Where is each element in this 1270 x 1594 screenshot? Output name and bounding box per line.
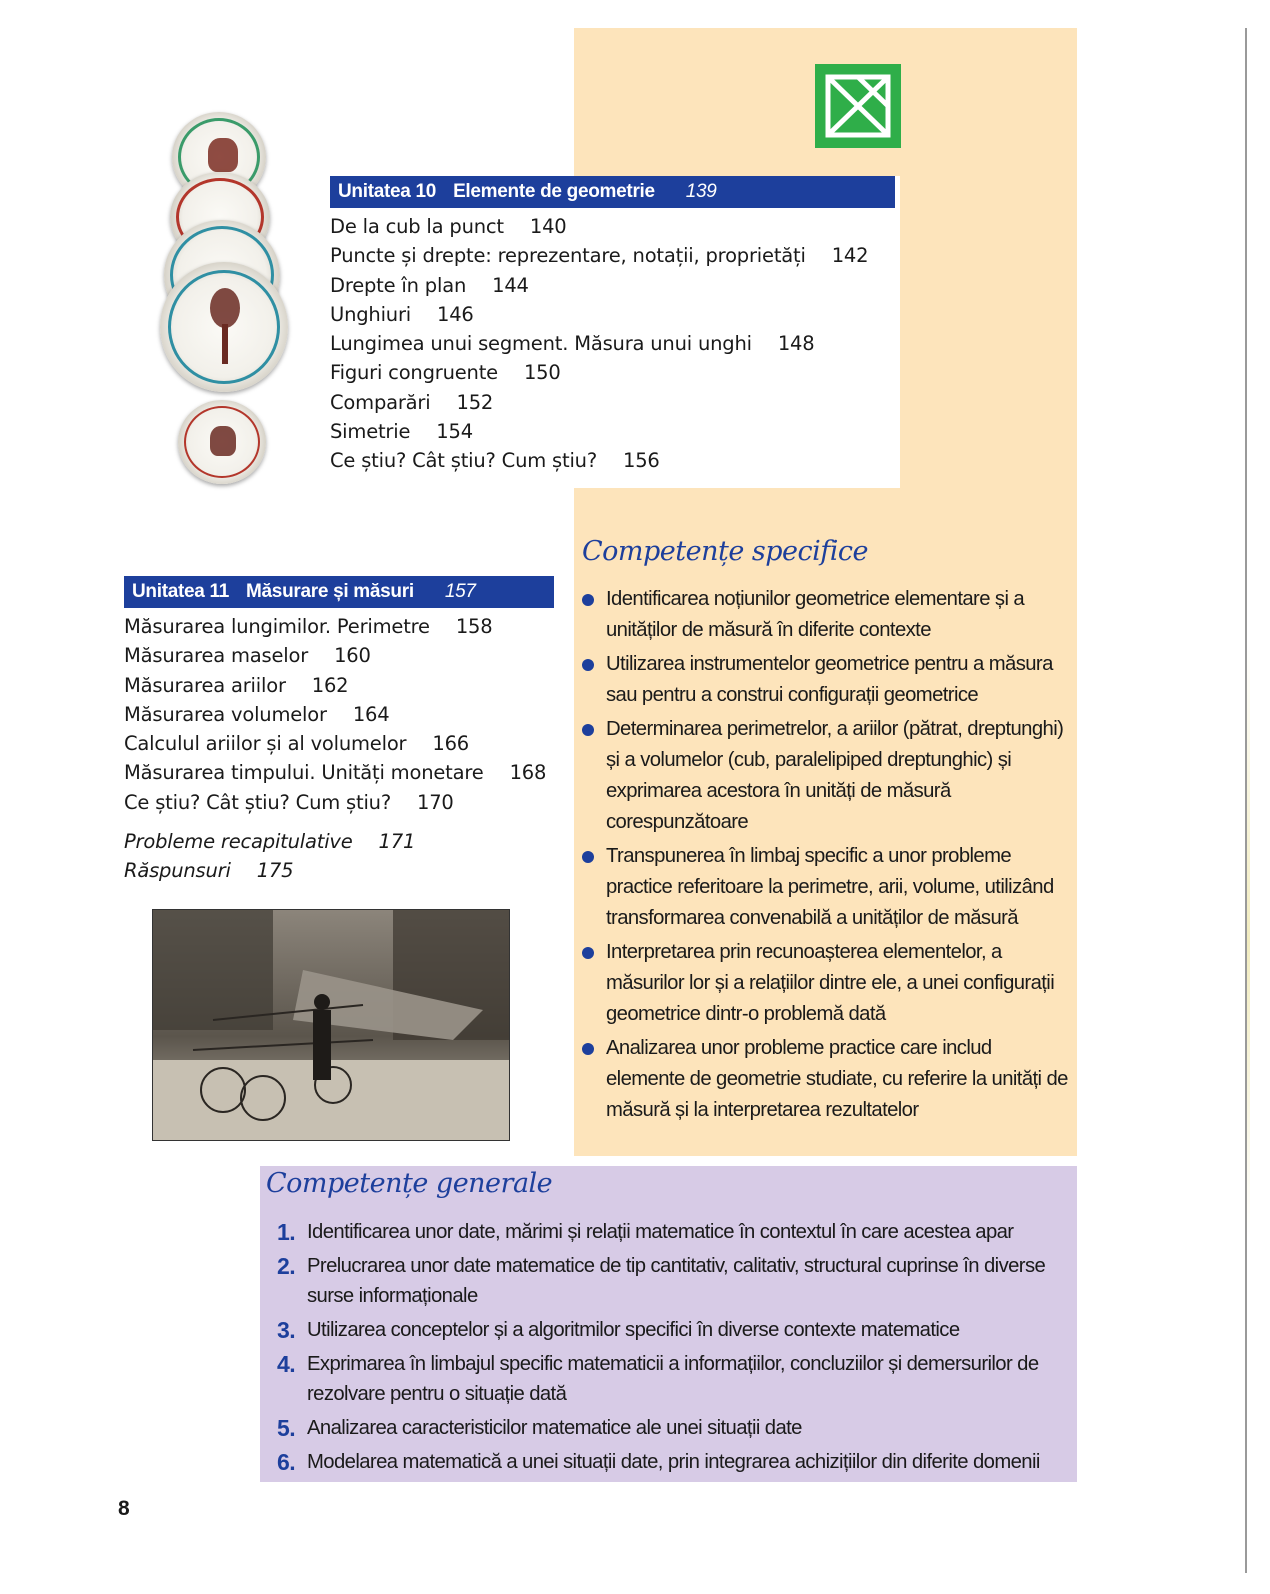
- unit10-toc: [330, 176, 900, 488]
- toc-entry-title: Puncte și drepte: reprezentare, notații, proprietăți: [330, 244, 806, 268]
- toc-entry-page: 166: [432, 732, 469, 756]
- general-competence-number: 5.: [277, 1415, 295, 1441]
- general-competence-text: Utilizarea conceptelor și a algoritmilor specifici în diverse contexte matematice: [307, 1319, 960, 1341]
- toc-entry: [124, 856, 554, 885]
- toc-entry-title: Măsurarea volumelor: [124, 702, 327, 726]
- general-competence-number: 4.: [277, 1351, 295, 1377]
- historic-aircraft-photo: [153, 910, 509, 1140]
- general-competence-number: 2.: [277, 1253, 295, 1279]
- specific-competence-item: [582, 937, 1074, 1030]
- toc-entry: [330, 300, 900, 329]
- toc-entry: [124, 612, 554, 641]
- toc-entry: [330, 271, 900, 300]
- specific-competence-item: [582, 584, 1074, 646]
- toc-entry-page: 154: [436, 420, 473, 444]
- specific-competence-text: Determinarea perimetrelor, a ariilor (pătrat, dreptunghi) și a volumelor (cub, paralelipiped dreptunghic) și exprimarea acestora în unități de măsură corespunzătoare: [606, 718, 1064, 833]
- bullet-icon: [582, 947, 594, 959]
- specific-competence-text: Analizarea unor probleme practice care includ elemente de geometrie studiate, cu referire la unități de măsură și la interpretarea rezultatelor: [606, 1037, 1068, 1121]
- general-competence-item: [277, 1413, 1067, 1443]
- toc-entry: [124, 758, 554, 787]
- general-competence-number: 6.: [277, 1449, 295, 1475]
- geometry-logo-icon: [815, 64, 901, 148]
- toc-entry-title: Măsurarea timpului. Unități monetare: [124, 761, 484, 785]
- toc-entry-title: Comparări: [330, 390, 431, 414]
- toc-entry-title: Ce știu? Cât știu? Cum știu?: [330, 449, 597, 473]
- toc-entry: [124, 729, 554, 758]
- toc-entry-title: Drepte în plan: [330, 273, 467, 297]
- toc-entry: [124, 641, 554, 670]
- toc-entry-title: Măsurarea ariilor: [124, 673, 286, 697]
- toc-entry-title: Răspunsuri: [124, 859, 231, 883]
- toc-entry-title: Unghiuri: [330, 302, 411, 326]
- general-competences-title: Competențe generale: [266, 1168, 553, 1199]
- general-competence-item: [277, 1315, 1067, 1345]
- toc-entry-title: Ce știu? Cât știu? Cum știu?: [124, 790, 391, 814]
- page-number: 8: [118, 1497, 130, 1520]
- toc-entry-page: 142: [831, 244, 869, 268]
- general-competence-item: [277, 1447, 1067, 1477]
- unit11-header: [124, 576, 554, 608]
- toc-entry: [330, 388, 900, 417]
- specific-competence-item: [582, 649, 1074, 711]
- toc-entry: [330, 446, 900, 475]
- toc-entry-page: 156: [622, 449, 660, 473]
- toc-entry-page: 144: [492, 273, 529, 297]
- toc-entry: [330, 417, 900, 446]
- decorative-plates-image: [160, 112, 288, 492]
- general-competence-text: Analizarea caracteristicilor matematice ale unei situații date: [307, 1417, 802, 1439]
- toc-entry-page: 171: [378, 830, 416, 854]
- toc-entry-title: De la cub la punct: [330, 215, 504, 238]
- unit11-lessons-list: [124, 612, 554, 817]
- general-competences-list: [277, 1217, 1067, 1481]
- specific-competence-text: Utilizarea instrumentelor geometrice pentru a măsura sau pentru a construi configurații geometrice: [606, 653, 1053, 706]
- toc-entry-title: Simetrie: [330, 420, 411, 444]
- unit11-toc: [124, 576, 554, 886]
- toc-entry: [124, 700, 554, 729]
- general-competence-text: Modelarea matematică a unei situații date, prin integrarea achizițiilor din diferite domenii: [307, 1451, 1040, 1473]
- bullet-icon: [582, 724, 594, 736]
- toc-entry-title: Măsurarea maselor: [124, 644, 309, 668]
- toc-entry: [330, 329, 900, 358]
- bullet-icon: [582, 594, 594, 606]
- toc-entry-page: 160: [334, 644, 371, 668]
- toc-entry-title: Măsurarea lungimilor. Perimetre: [124, 615, 430, 638]
- toc-entry-page: 148: [777, 332, 815, 356]
- specific-competence-text: Identificarea noțiunilor geometrice elementare și a unităților de măsură în diferite contexte: [606, 588, 1025, 641]
- unit10-lessons-list: [330, 212, 900, 476]
- toc-entry-page: 162: [311, 673, 349, 697]
- toc-entry-page: 170: [416, 790, 454, 814]
- toc-entry: [330, 241, 900, 270]
- specific-competence-text: Transpunerea în limbaj specific a unor probleme practice referitoare la perimetre, arii, volume, utilizând transformarea convenabilă a unităților de măsură: [606, 845, 1054, 929]
- specific-competences-title: Competențe specifice: [582, 536, 869, 567]
- general-competence-item: [277, 1251, 1067, 1311]
- toc-entry-page: 164: [352, 702, 390, 726]
- unit10-header: [330, 176, 895, 208]
- toc-entry-page: 158: [455, 615, 493, 638]
- toc-entry: [330, 358, 900, 387]
- general-competence-item: [277, 1217, 1067, 1247]
- specific-competence-text: Interpretarea prin recunoașterea elementelor, a măsurilor lor și a relațiilor dintre ele, a unei configurații geometrice dintr-o problemă dată: [606, 941, 1055, 1025]
- toc-entry: [124, 788, 554, 817]
- bullet-icon: [582, 851, 594, 863]
- toc-entry-page: 150: [523, 361, 561, 385]
- toc-entry-page: 168: [509, 761, 547, 785]
- general-competence-item: [277, 1349, 1067, 1409]
- general-competence-number: 3.: [277, 1317, 295, 1343]
- toc-entry-page: 175: [256, 859, 294, 883]
- specific-competence-item: [582, 714, 1074, 838]
- unit11-name: Măsurare și măsuri: [246, 581, 414, 602]
- toc-entry: [124, 827, 554, 856]
- unit11-page: 157: [444, 581, 476, 602]
- toc-entry: [124, 671, 554, 700]
- toc-entry-title: Calculul ariilor și al volumelor: [124, 732, 407, 756]
- page-edge-glow: [1247, 640, 1250, 1240]
- general-competence-text: Prelucrarea unor date matematice de tip cantitativ, calitativ, structural cuprinse în diverse surse informaționale: [307, 1255, 1046, 1307]
- general-competence-text: Exprimarea în limbajul specific matematicii a informațiilor, concluziilor și demersurilor de rezolvare pentru o situație dată: [307, 1353, 1039, 1405]
- toc-entry-title: Probleme recapitulative: [124, 830, 353, 854]
- bullet-icon: [582, 659, 594, 671]
- unit10-page: 139: [685, 181, 717, 202]
- specific-competences-list: [582, 584, 1074, 1129]
- bullet-icon: [582, 1043, 594, 1055]
- toc-entry: [330, 212, 900, 241]
- toc-entry-page: 140: [529, 215, 567, 238]
- specific-competence-item: [582, 841, 1074, 934]
- unit10-label: Unitatea 10: [338, 181, 437, 202]
- toc-entry-page: 152: [456, 390, 494, 414]
- toc-entry-title: Figuri congruente: [330, 361, 498, 385]
- unit10-name: Elemente de geometrie: [453, 181, 655, 202]
- unit11-label: Unitatea 11: [132, 581, 230, 602]
- general-competence-text: Identificarea unor date, mărimi și relații matematice în contextul în care acestea apar: [307, 1221, 1014, 1243]
- specific-competence-item: [582, 1033, 1074, 1126]
- toc-entry-page: 146: [436, 302, 474, 326]
- toc-entry-title: Lungimea unui segment. Măsura unui unghi: [330, 332, 752, 356]
- unit11-extra-list: [124, 827, 554, 886]
- general-competence-number: 1.: [277, 1219, 295, 1245]
